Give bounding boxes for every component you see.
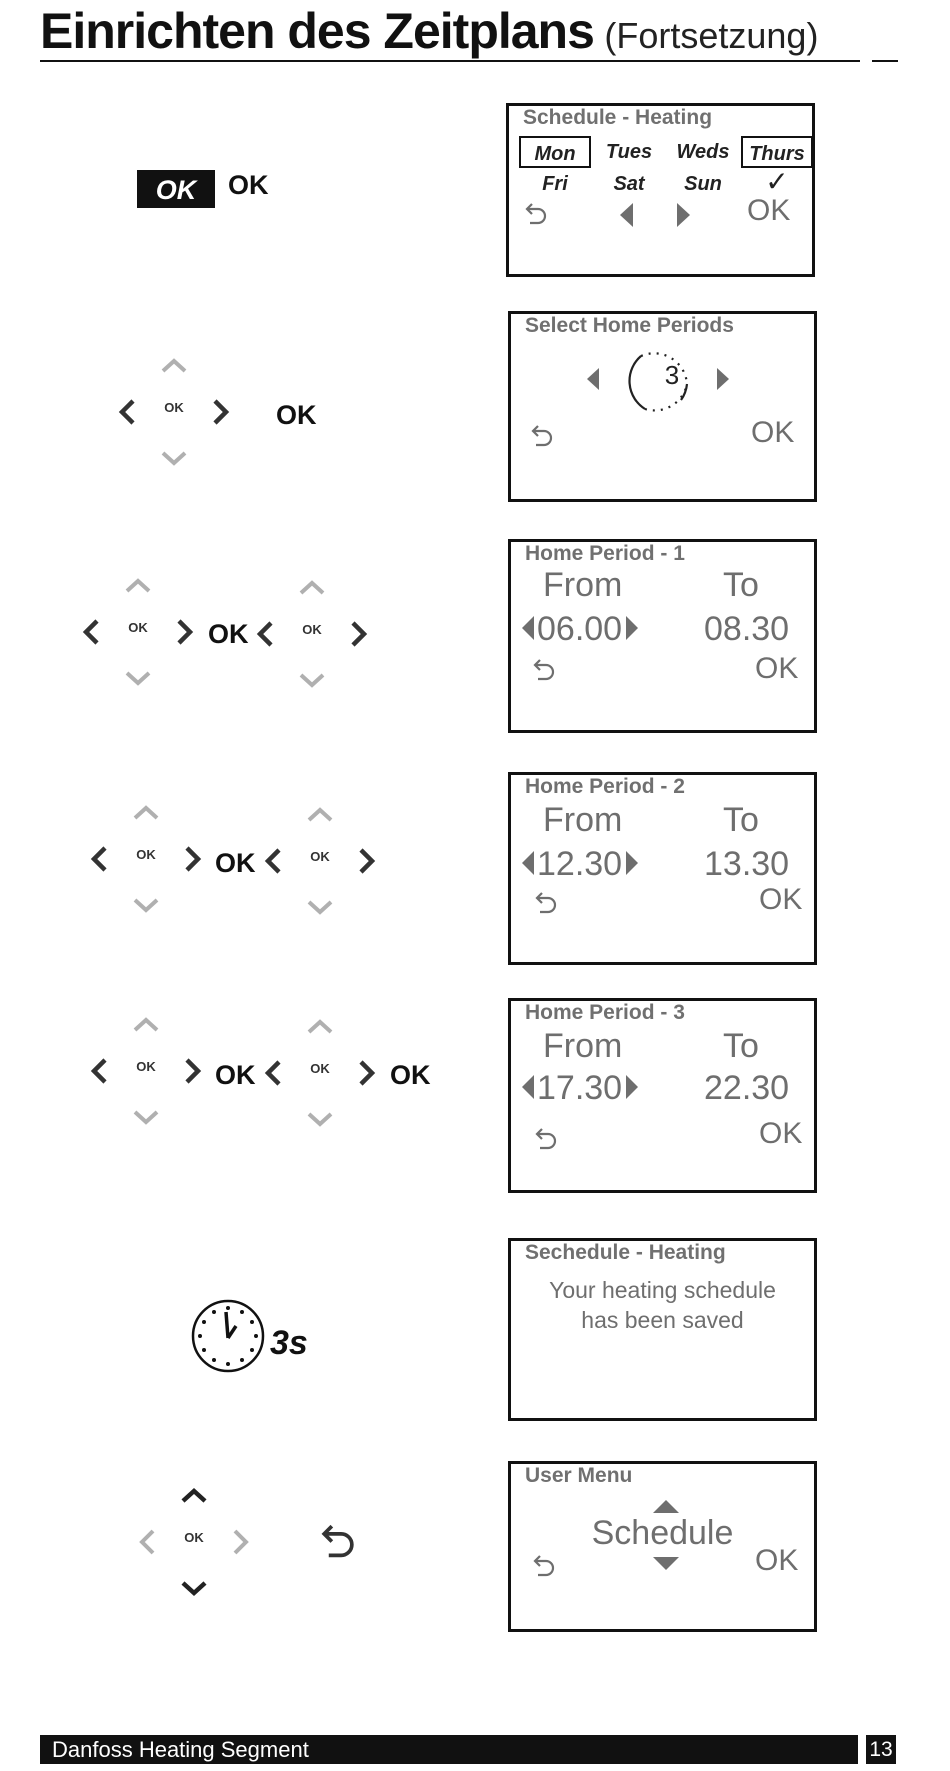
chevron-down-icon	[127, 673, 149, 683]
step1-ok-label: OK	[228, 170, 269, 200]
chevron-up-icon	[163, 361, 185, 371]
from-time[interactable]: 06.00	[537, 610, 623, 648]
pad-ok[interactable]: OK	[136, 847, 156, 862]
chevron-down-icon	[309, 1114, 331, 1124]
arrow-right-icon[interactable]	[625, 1074, 639, 1100]
pad-ok[interactable]: OK	[128, 620, 148, 635]
to-label: To	[723, 801, 759, 839]
saved-message-line1: Your heating schedule	[549, 1277, 776, 1303]
screen-select-home-periods	[508, 311, 817, 502]
nav-pad-first[interactable]	[78, 572, 198, 692]
arrow-left-icon[interactable]	[619, 202, 635, 228]
nav-pad-first[interactable]	[86, 1011, 206, 1131]
chevron-up-icon	[183, 1491, 205, 1501]
period-count: 3	[664, 360, 680, 390]
timer-label: 3s	[270, 1324, 308, 1362]
screen-ok[interactable]: OK	[747, 194, 791, 227]
back-arrow-icon[interactable]	[318, 1520, 358, 1560]
nav-pad[interactable]	[114, 352, 234, 472]
step4-ok-label: OK	[215, 848, 256, 878]
arrow-right-icon	[717, 368, 729, 390]
screen-home-period-2	[508, 772, 817, 965]
page-title-sub: (Fortsetzung)	[604, 15, 819, 56]
screen-home-period-1	[508, 539, 817, 733]
pad-ok[interactable]: OK	[164, 400, 184, 415]
screen-title: User Menu	[525, 1464, 633, 1487]
screen-ok[interactable]: OK	[751, 416, 795, 449]
back-arrow-icon[interactable]	[529, 422, 555, 448]
chevron-up-icon	[301, 583, 323, 593]
back-arrow-icon[interactable]	[523, 200, 549, 226]
day-sun[interactable]: Sun	[684, 173, 722, 195]
chevron-up-icon	[309, 1022, 331, 1032]
screen-ok[interactable]: OK	[759, 883, 803, 916]
nav-pad-second[interactable]	[260, 1013, 380, 1133]
to-time[interactable]: 08.30	[704, 610, 790, 648]
screen-home-period-3	[508, 998, 817, 1193]
step2-ok-label: OK	[276, 400, 317, 430]
screen-title: Sechedule - Heating	[525, 1241, 726, 1264]
back-arrow-icon[interactable]	[533, 1125, 559, 1151]
chevron-up-icon	[127, 581, 149, 591]
screen-schedule-saved	[508, 1238, 817, 1421]
to-label: To	[723, 1027, 759, 1065]
clock-icon	[190, 1298, 266, 1374]
arrow-right-icon[interactable]	[675, 202, 691, 228]
screen-user-menu	[508, 1461, 817, 1632]
day-fri[interactable]: Fri	[542, 173, 568, 195]
to-label: To	[723, 566, 759, 604]
screen-ok[interactable]: OK	[755, 652, 799, 685]
chevron-down-icon	[135, 1112, 157, 1122]
back-arrow-icon[interactable]	[531, 656, 557, 682]
triangle-down-icon[interactable]	[651, 1556, 681, 1572]
from-label: From	[543, 566, 623, 604]
screen-title: Home Period - 1	[525, 542, 685, 565]
footer-brand: Danfoss Heating Segment	[52, 1737, 309, 1762]
saved-message-line2: has been saved	[581, 1307, 744, 1333]
chevron-up-icon	[135, 808, 157, 818]
day-sat[interactable]: Sat	[613, 173, 645, 195]
screen-title: Schedule - Heating	[523, 106, 713, 129]
page-title-main: Einrichten des Zeitplans	[40, 3, 594, 59]
from-label: From	[543, 801, 623, 839]
step3-ok-label: OK	[208, 619, 249, 649]
chevron-down-icon	[183, 1583, 205, 1593]
arrow-left-icon	[587, 368, 599, 390]
nav-pad-second[interactable]	[252, 574, 372, 694]
day-thurs[interactable]: Thurs	[741, 136, 813, 168]
page-title	[40, 2, 818, 60]
footer-bar	[40, 1735, 858, 1764]
page-number: 13	[866, 1735, 896, 1764]
nav-pad-first[interactable]	[86, 799, 206, 919]
screen-schedule-heating	[506, 103, 815, 277]
screen-ok[interactable]: OK	[755, 1544, 799, 1577]
arrow-left-icon[interactable]	[521, 1074, 535, 1100]
chevron-down-icon	[301, 675, 323, 685]
to-time[interactable]: 22.30	[704, 1069, 790, 1107]
triangle-up-icon[interactable]	[651, 1498, 681, 1514]
step5-ok-label-1: OK	[215, 1060, 256, 1090]
pad-ok[interactable]: OK	[302, 622, 322, 637]
day-mon[interactable]: Mon	[519, 136, 591, 168]
chevron-up-icon	[309, 810, 331, 820]
chevron-down-icon	[309, 902, 331, 912]
ok-button-badge: OK	[137, 170, 215, 208]
day-tues[interactable]: Tues	[605, 141, 653, 163]
arrow-right-icon[interactable]	[625, 615, 639, 641]
selector-ring	[630, 356, 645, 409]
back-arrow-icon[interactable]	[531, 1552, 557, 1578]
arrow-left-icon[interactable]	[521, 850, 535, 876]
title-rule	[40, 60, 860, 62]
from-time[interactable]: 12.30	[537, 845, 623, 883]
step5-ok-label-2: OK	[390, 1060, 431, 1090]
from-time[interactable]: 17.30	[537, 1069, 623, 1107]
screen-title: Select Home Periods	[525, 314, 734, 337]
pad-ok[interactable]: OK	[310, 849, 330, 864]
pad-ok[interactable]: OK	[310, 1061, 330, 1076]
arrow-left-icon[interactable]	[521, 615, 535, 641]
screen-title: Home Period - 3	[525, 1001, 685, 1024]
nav-pad-second[interactable]	[260, 801, 380, 921]
chevron-up-icon	[135, 1020, 157, 1030]
arrow-right-icon[interactable]	[625, 850, 639, 876]
screen-title: Home Period - 2	[525, 775, 685, 798]
menu-item[interactable]: Schedule	[591, 1514, 734, 1552]
day-weds[interactable]: Weds	[676, 141, 730, 163]
back-arrow-icon[interactable]	[533, 889, 559, 915]
chevron-down-icon	[163, 453, 185, 463]
title-dash	[872, 60, 898, 62]
from-label: From	[543, 1027, 623, 1065]
to-time[interactable]: 13.30	[704, 845, 790, 883]
chevron-down-icon	[135, 900, 157, 910]
pad-ok[interactable]: OK	[136, 1059, 156, 1074]
nav-pad[interactable]	[134, 1482, 254, 1602]
screen-ok[interactable]: OK	[759, 1117, 803, 1150]
pad-ok[interactable]: OK	[184, 1530, 204, 1545]
checkmark-icon: ✓	[765, 166, 789, 197]
